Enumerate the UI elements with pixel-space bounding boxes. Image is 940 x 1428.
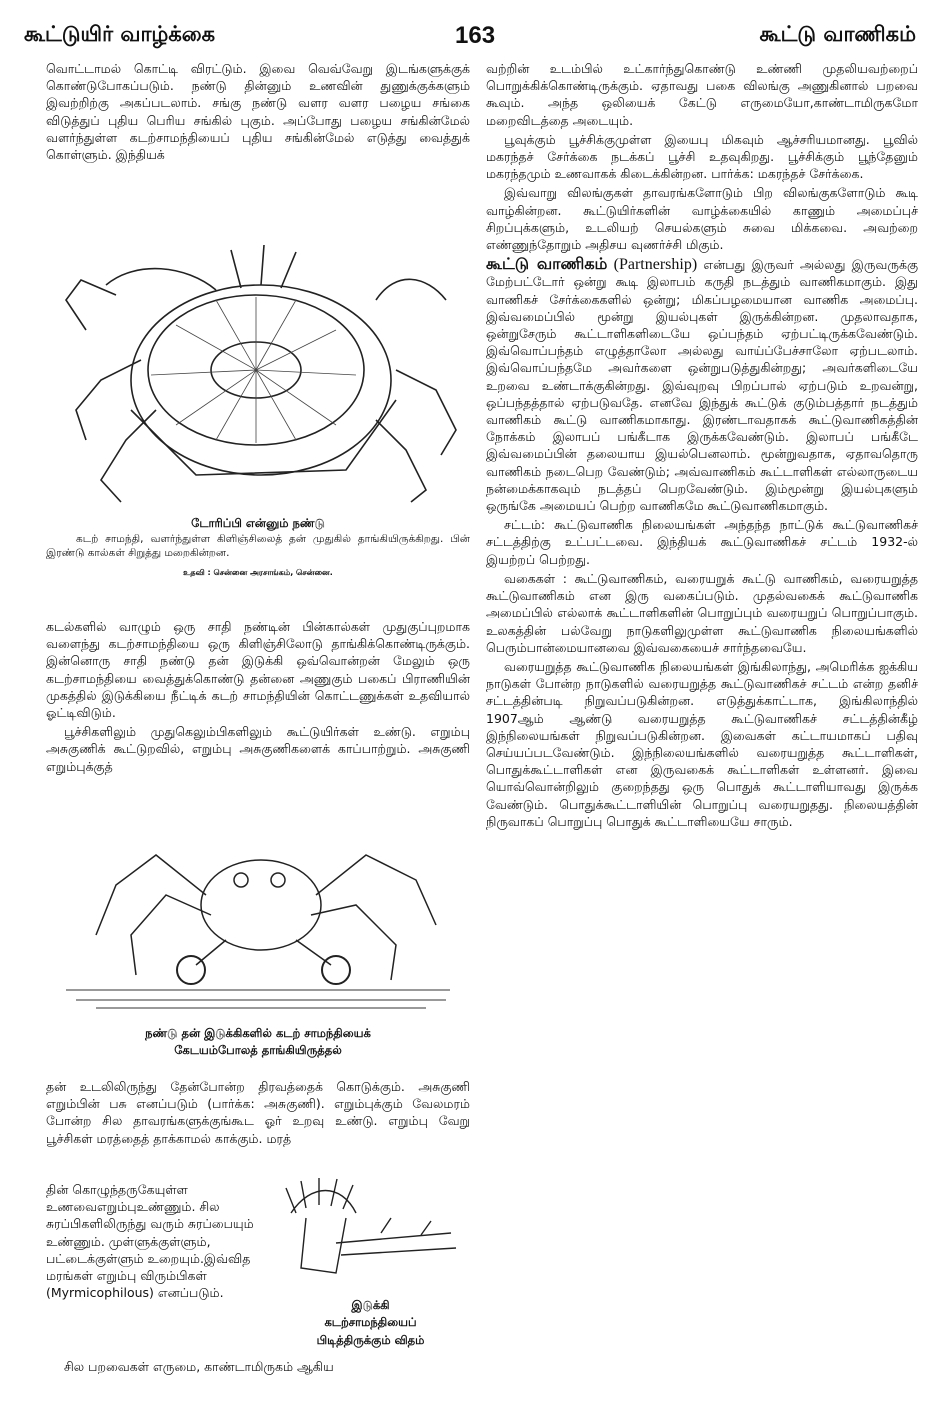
body-text: வொட்டாமல் கொட்டி விரட்டும். இவை வெவ்வேறு இடங்களுக்குக் கொண்டுபோகப்படும். நண்டு தின்னும் உணவின் துணுக்குக்களும் இவற்றிற்கு அகப்படலாம். சங்கு நண்டு வளர வளர பழைய சங்கை விடுத்துப் புதிய பெரிய சங்கில் புகும். அப்போது பழைய சங்கின்மேல் வளர்ந்துள்ள கடற்சாமந்தியைப் புதிய சங்கின்மேல் எடுத்து வைத்துக் கொள்ளும். இந்தியக் (46, 61, 470, 163)
body-text: தன் உடலிலிருந்து தேன்போன்ற திரவத்தைக் கொடுக்கும். அசுகுணி எறும்பின் பசு எனப்படும் (பார்க்க: அசுகுணி). எறும்புக்கும் வேலமரம் போன்ற சில தாவரங்களுக்குங்கூட ஓர் உறவு உண்டு. எறும்பு வேறு பூச்சிகள் மரத்தைத் தாக்காமல் காக்கும். மரத் (46, 1079, 470, 1146)
figure-caption-line: நண்டு தன் இடுக்கிகளில் கடற் சாமந்தியைக் (145, 1026, 371, 1040)
body-text: கடல்களில் வாழும் ஒரு சாதி நண்டின் பின்கால்கள் முதுகுப்புறமாக வளைந்து கடற்சாமந்தியை ஒரு கிளிஞ்சிலோடு தாங்கிக்கொண்டிருக்கும். இன்னொரு சாதி நண்டு தன் இடுக்கி ஒவ்வொன்றன் மேலும் ஒரு கடற்சாமந்தியை வைத்துக்கொண்டு தன்னை அணுகும் பகைப் பிராணியின் முகத்தில் இடுக்கியை நீட்டிக் கடற் சாமந்தியின் கொட்டணுக்கள் உதவியால் ஓட்டிவிடும். (46, 619, 470, 721)
left-para-2 (46, 618, 470, 777)
crab-holding-anemones-illustration (46, 825, 470, 1015)
crab-carrying-anemone-illustration (46, 240, 470, 510)
figure-caption-line: கடற்சாமந்தியைப் (324, 1315, 417, 1330)
figure-dorippe-crab (46, 240, 470, 510)
body-text: பூவுக்கும் பூச்சிக்குமுள்ள இயைபு மிகவும் ஆச்சரியமானது. பூவில் மகரந்தச் சேர்க்கை நடக்கப் பூச்சி உதவுகிறது. பூச்சிக்கும் பூந்தேனும் மகரந்தமும் உணவாகக் கிடைக்கின்றன. பார்க்க: மகரந்தச் சேர்க்கை. (486, 131, 918, 182)
right-column (486, 60, 918, 1420)
figure-tentacle-grip (271, 1173, 470, 1349)
left-para-1 (46, 60, 470, 165)
body-text: வரையறுத்த கூட்டுவாணிக நிலையங்கள் இங்கிலாந்து, அமெரிக்க ஐக்கிய நாடுகள் போன்ற நாடுகளில் வரையறுத்த கூட்டுவாணிகச் சட்டம் என்ற தனிச் சட்டத்தின்படி நிறுவப்படுகின்றன. எடுத்துக்காட்டாக, இங்கிலாந்தில் 1907ஆம் ஆண்டு வரையறுத்த கூட்டுவாணிகச் சட்டத்தின்கீழ் இந்நிலையங்கள் நிறுவப்படுகின்றன. இவைகள் கட்டாயமாகப் பதிவு செய்யப்படவேண்டும். இந்நிலையங்களில் வரையறுத்த கூட்டாளிகள், பொதுக்கூட்டாளிகள் என இருவகைக் கூட்டாளிகள் உள்ளனர். இவை யொவ்வொன்றிலும் குறைந்தது ஒரு பொதுக் கூட்டாளியாவது இருக்க வேண்டும். பொதுக்கூட்டாளியின் பொறுப்பு வரையறுதது. நிலையத்தின் நிருவாகப் பொறுப்பு பொதுக் கூட்டாளியையே சாரும். (486, 658, 918, 829)
left-para-4 (46, 1078, 470, 1149)
body-text: இவ்வாறு விலங்குகள் தாவரங்களோடும் பிற விலங்குகளோடும் கூடி வாழ்கின்றன. கூட்டுயிர்களின் வாழ்க்கையில் காணும் அமைப்புச் சிறப்புக்களும், உடலியற் செயல்களும் சுவை மிக்கவை. அவற்றை எண்ணுந்தோறும் அதிசய வுணர்ச்சி மிகும். (486, 185, 918, 253)
figure-title: இடுக்கி (351, 1298, 390, 1313)
figure-1-caption (46, 515, 470, 581)
entry-heading-english: (Partnership) (613, 256, 698, 274)
running-header-right: கூட்டு வாணிகம் (759, 22, 916, 46)
figure-caption-line: கேடயம்போலத் தாங்கியிருத்தல் (174, 1043, 342, 1058)
figure-caption: கடற் சாமந்தி, வளர்ந்துள்ள கிளிஞ்சிலைத் தன் முதுகில் தாங்கியிருக்கிறது. பின் இரண்டு கால்கள் சிறுத்து மறைகின்றன. (46, 533, 470, 560)
figure-credit: உதவி : சென்னை அரசாங்கம், சென்னை. (183, 568, 333, 578)
left-para-5 (46, 1181, 261, 1303)
figure-title: டோரிப்பி என்னும் நண்டு (191, 516, 325, 530)
body-text: வற்றின் உடம்பில் உட்கார்ந்துகொண்டு உண்ணி முதலியவற்றைப் பொறுக்கிக்கொண்டிருக்கும். ஏதாவது பகை விலங்கு அணுகினால் பறவை கூவும். அந்த ஒலியைக் கேட்டு எருமையோ,காண்டாமிருகமோ மறைவிடத்தை அடையும். (486, 61, 918, 128)
body-text: சட்டம்: கூட்டுவாணிக நிலையங்கள் அந்தந்த நாட்டுக் கூட்டுவாணிகச் சட்டத்திற்கு உட்பட்டவை. இந்தியக் கூட்டுவாணிகச் சட்டம் 1932-ல் இயற்றப் பெற்றது. (486, 517, 918, 567)
body-text: தின் கொழுந்தருகேயுள்ள உணவைஎறும்புஉண்ணும். சில சுரப்பிகளிலிருந்து வரும் சுரப்பையும் உண்ணும். முள்ளுக்குள்ளும், பட்டைக்குள்ளும் உறையும்.இவ்வித மரங்கள் எறும்பு விரும்பிகள் (Myrmicophilous) எனப்படும். (46, 1182, 254, 1301)
page-number: 163 (455, 22, 496, 49)
figure-caption-line: பிடித்திருக்கும் விதம் (316, 1332, 425, 1347)
body-text: பூச்சிகளிலும் முதுகெலும்பிகளிலும் கூட்டுயிர்கள் உண்டு. எறும்பு அசுகுணிக் கூட்டுறவில், எறும்பு அசுகுணிகளைக் காப்பாற்றும். அசுகுணி எறும்புக்குத் (46, 724, 470, 774)
anemone-grip-illustration (271, 1173, 470, 1293)
figure-2-caption (46, 1025, 470, 1059)
running-header-left: கூட்டுயிர் வாழ்க்கை (24, 22, 216, 46)
figure-crab-with-anemones (46, 825, 470, 1015)
left-para-6 (46, 1358, 470, 1377)
body-text: வகைகள் : கூட்டுவாணிகம், வரையறுக் கூட்டு வாணிகம், வரையறுத்த கூட்டுவாணிகம் என இரு வகைப்படும். முதல்வகைக் கூட்டுவாணிக அமைப்பில் எல்லாக் கூட்டாளிகளின் பொறுப்பும் வரையறுப் பொறுப்பாகும். உலகத்தின் பல்வேறு நாடுகளிலுமுள்ள கூட்டுவாணிக நிலையங்களில் பெரும்பான்மையானவை இவ்வகையைச் சார்ந்தவையே. (486, 570, 918, 655)
left-column (46, 60, 470, 1420)
body-text: என்பது இருவர் அல்லது இருவருக்கு மேற்பட்டோர் ஒன்று கூடி இலாபம் கருதி நடத்தும் வாணிகமாகும். இது வாணிகச் சேர்க்கைகளில் ஒன்று; மிகப்பழமையான வாணிக அமைப்பு. இவ்வமைப்பில் மூன்று இயல்புகள் இருக்கின்றன. முதலாவதாக, ஒன்றுசேரும் கூட்டாளிகளிடையே ஒப்பந்தம் ஏற்பட்டிருக்கவேண்டும். இவ்வொப்பந்தம் எழுத்தாலோ அல்லது வாய்ப்பேச்சாலோ ஏற்படலாம். இவ்வொப்பந்தமே அவர்களை ஒன்றுபடுத்துகின்றது; அவர்களிடையே உறவை உண்டாக்குகின்றது. இவ்வுறவு பிறப்பால் ஏற்படும் உறவன்று, ஒப்பந்தத்தால் ஏற்படுவதே. எனவே இந்துக் கூட்டுக் குடும்பத்தார் நடத்தும் வாணிகம் கூட்டு வாணிகமாகாது. இரண்டாவதாகக் கூட்டுவாணிகத்தின் நோக்கம் இலாபப் பங்கீடாக இருக்கவேண்டும். இலாபப் பங்கீடே இவ்வமைப்பின் தலையாய இயல்பெனலாம். மூன்றுவதாக, ஏதாவதொரு வாணிகம் நடைபெற வேண்டும்; அவ்வாணிகம் கூட்டாளிகள் எல்லாருடைய நன்மைக்காகவும் நடத்தப் பெறவேண்டும். இம்மூன்று இயல்புகளும் ஒருங்கே அமையப் பெற்ற வாணிகமே கூட்டுவாணிகமாகும். (486, 257, 919, 514)
entry-partnership (486, 255, 918, 514)
entry-heading: கூட்டு வாணிகம் (486, 254, 608, 274)
body-text: சில பறவைகள் எருமை, காண்டாமிருகம் ஆகிய (64, 1359, 334, 1374)
